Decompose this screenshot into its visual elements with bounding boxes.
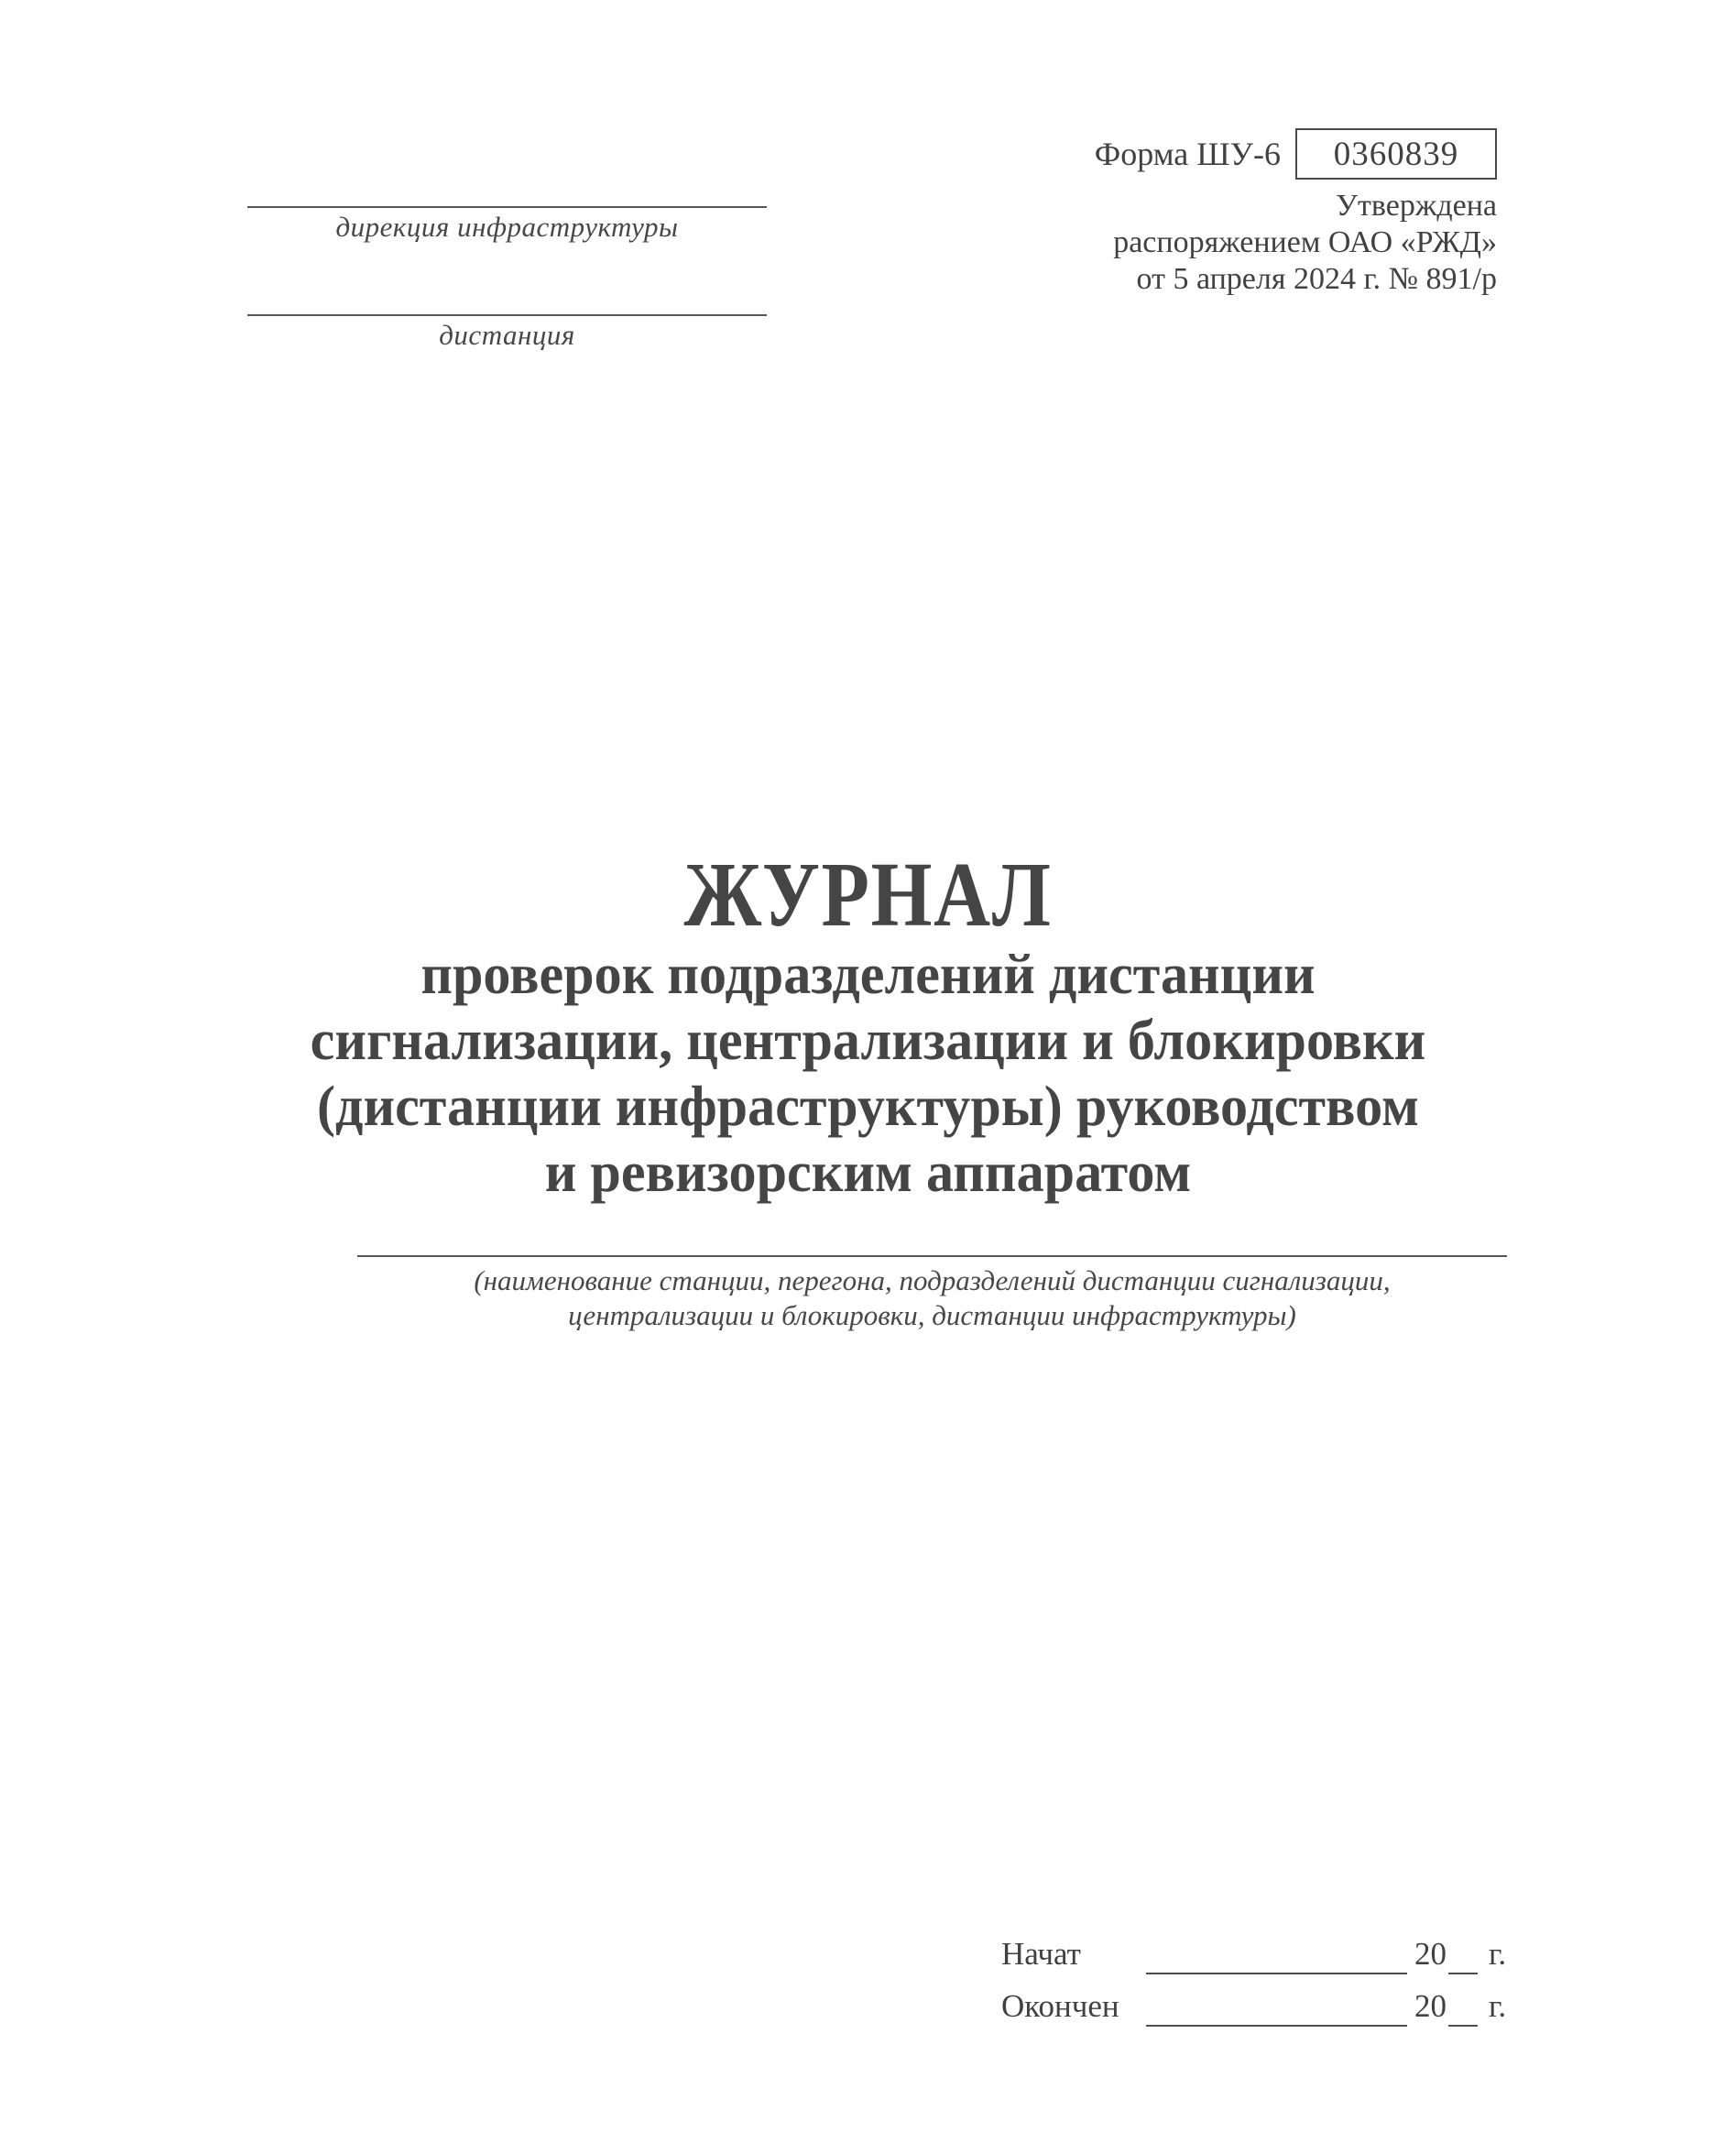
distance-blank-line [247,314,767,316]
started-year-blank-line [1448,1936,1478,1974]
station-name-blank-line [357,1255,1507,1257]
form-number-row [1095,128,1497,180]
finished-year-prefix: 20 [1414,1988,1447,2024]
journal-subtitle-line-3: (дистанции инфраструктуры) руководством [316,1076,1420,1138]
journal-dates-block [1001,1922,1506,2027]
started-year-suffix: г. [1489,1936,1507,1972]
form-code-label: Форма ШУ-6 [1094,136,1281,172]
journal-subtitle-line-4: и ревизорским аппаратом [544,1142,1192,1204]
journal-title: ЖУРНАЛ [683,843,1053,946]
approval-line-1: Утверждена [1335,189,1497,223]
journal-subtitle-line-1: проверок подразделений дистанции [420,944,1316,1006]
finished-date-blank-line [1146,1988,1407,2027]
serial-number-box: 0360839 [1295,128,1497,180]
finished-row [1001,1974,1506,2027]
infrastructure-directorate-field-caption: дирекция инфраструктуры [335,211,679,243]
station-name-field-caption [311,1263,1553,1333]
station-name-caption-line-1: (наименование станции, перегона, подразделений дистанции сигнализации, [474,1264,1391,1296]
approval-line-2: распоряжением ОАО «РЖД» [1113,225,1497,259]
distance-field-caption: дистанция [439,319,575,351]
form-approval-block [1095,128,1497,298]
infrastructure-directorate-blank-line [247,206,767,208]
journal-subtitle [26,942,1709,1206]
finished-label: Окончен [1001,1988,1119,2024]
journal-subtitle-line-2: сигнализации, централизации и блокировки [310,1010,1426,1072]
started-label: Начат [1001,1936,1081,1972]
station-name-caption-line-2: централизации и блокировки, дистанции инфраструктуры) [568,1299,1296,1331]
started-year-prefix: 20 [1414,1936,1447,1972]
started-row [1001,1922,1506,1974]
finished-year-suffix: г. [1489,1988,1507,2024]
started-date-blank-line [1146,1936,1407,1974]
approval-line-3: от 5 апреля 2024 г. № 891/р [1136,262,1497,296]
finished-year-blank-line [1448,1988,1478,2027]
